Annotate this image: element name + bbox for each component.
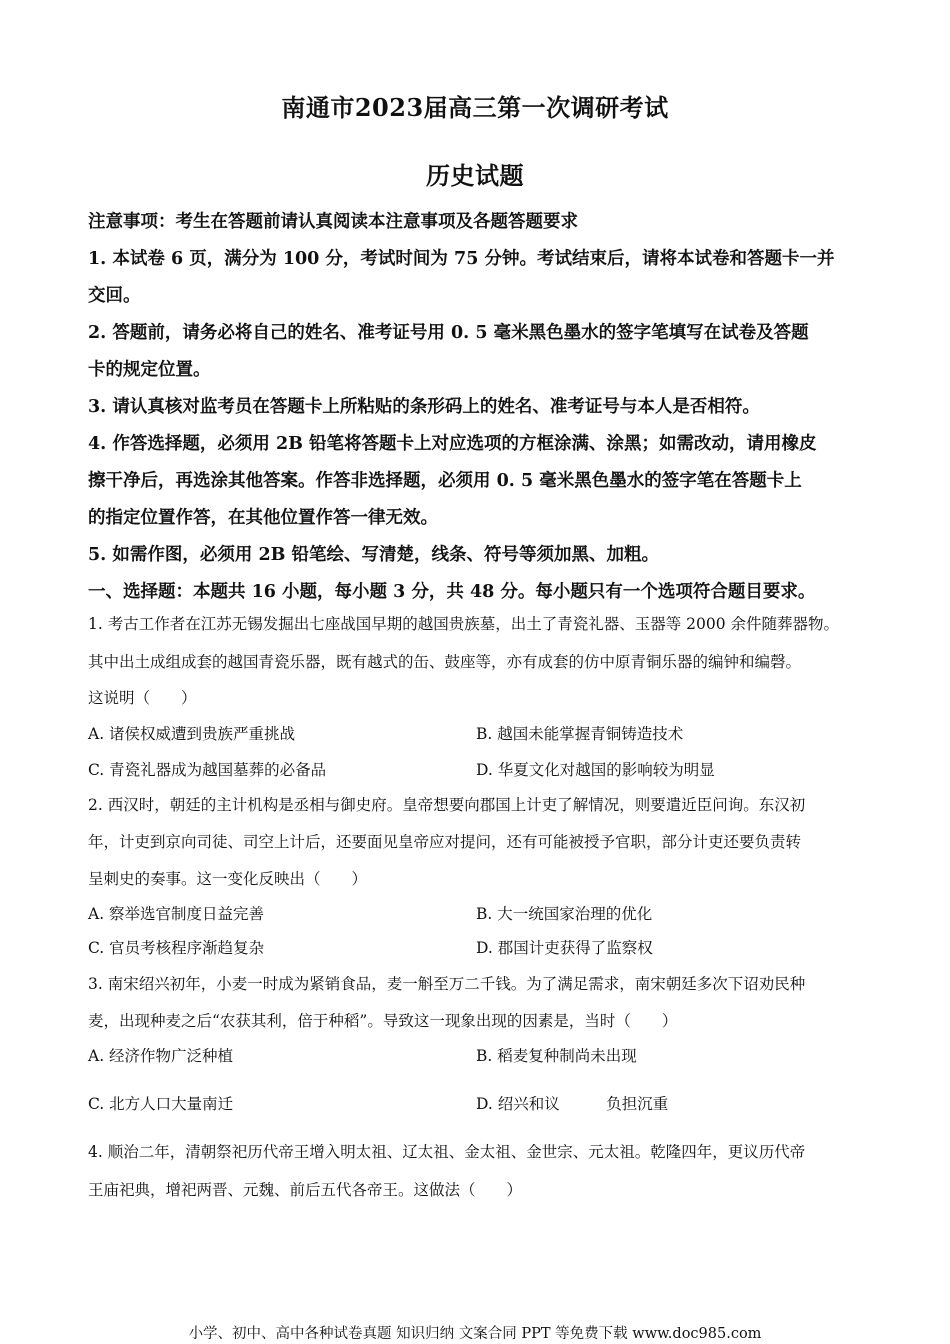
option-b: B. 稻麦复种制尚未出现 [476,1047,637,1065]
notice-line: 擦干净后，再选涂其他答案。作答非选择题，必须用 0. 5 毫米黑色墨水的签字笔在答题卡上 [88,471,802,491]
notice-line: 2. 答题前，请务必将自己的姓名、准考证号用 0. 5 毫米黑色墨水的签字笔填写在试卷及答题 [88,323,809,343]
notice-heading: 注意事项：考生在答题前请认真阅读本注意事项及各题答题要求 [88,212,578,232]
notice-line: 交回。 [88,286,141,306]
exam-title: 南通市2023届高三第一次调研考试 [281,93,669,122]
option-a: A. 经济作物广泛种植 [88,1047,234,1065]
question-text: 4. 顺治二年，清朝祭祀历代帝王增入明太祖、辽太祖、金太祖、金世宗、元太祖。乾隆四年，更议历代帝 [88,1143,806,1161]
option-d: D. 郡国计吏获得了监察权 [476,939,653,957]
footer-text: 小学、初中、高中各种试卷真题 知识归纳 文案合同 PPT 等免费下载 www.doc985.com [188,1326,762,1342]
notice-section [88,204,878,611]
option-a: A. 诸侯权威遭到贵族严重挑战 [88,725,296,743]
option-c: C. 北方人口大量南迁 [88,1095,234,1113]
notice-line: 5. 如需作图，必须用 2B 铅笔绘、写清楚，线条、符号等须加黑、加粗。 [88,545,660,565]
question-text: 其中出土成组成套的越国青瓷乐器，既有越式的缶、鼓座等，亦有成套的仿中原青铜乐器的编钟和编磬。 [88,653,802,671]
question-text: 3. 南宋绍兴初年，小麦一时成为紧销食品，麦一斛至万二千钱。为了满足需求，南宋朝廷多次下诏劝民种 [88,975,806,993]
question-text: 麦，出现种麦之后“农获其利，倍于种稻”。导致这一现象出现的因素是，当时（ ） [88,1012,678,1030]
notice-line: 4. 作答选择题，必须用 2B 铅笔将答题卡上对应选项的方框涂满、涂黑；如需改动，请用橡皮 [88,434,817,454]
option-b: B. 越国未能掌握青铜铸造技术 [476,725,684,743]
notice-line: 3. 请认真核对监考员在答题卡上所粘贴的条形码上的姓名、准考证号与本人是否相符。 [88,397,760,417]
section-heading: 一、选择题：本题共 16 小题，每小题 3 分，共 48 分。每小题只有一个选项符合题目要求。 [88,582,816,602]
question-text: 1. 考古工作者在江苏无锡发掘出七座战国早期的越国贵族墓，出土了青瓷礼器、玉器等 2000 余件随葬器物。 [88,615,840,633]
option-a: A. 察举选官制度日益完善 [88,905,265,923]
option-c: C. 青瓷礼器成为越国墓葬的必备品 [88,761,327,779]
notice-line: 1. 本试卷 6 页，满分为 100 分，考试时间为 75 分钟。考试结束后，请将本试卷和答题卡一并 [88,249,835,269]
question-text: 2. 西汉时，朝廷的主计机构是丞相与御史府。皇帝想要向郡国上计吏了解情况，则要遣近臣问询。东汉初 [88,796,806,814]
option-b: B. 大一统国家治理的优化 [476,905,653,923]
exam-subtitle: 历史试题 [426,161,524,190]
question-text: 呈刺史的奏事。这一变化反映出（ ） [88,870,368,888]
question-text: 这说明（ ） [88,689,197,707]
notice-line: 的指定位置作答，在其他位置作答一律无效。 [88,508,438,528]
notice-line: 卡的规定位置。 [88,360,211,380]
question-text: 年，计吏到京向司徒、司空上计后，还要面见皇帝应对提问，还有可能被授予官职，部分计吏还要负责转 [88,833,802,851]
option-c: C. 官员考核程序渐趋复杂 [88,939,265,957]
option-d: D. 绍兴和议 负担沉重 [476,1095,669,1113]
question-text: 王庙祀典，增祀两晋、元魏、前后五代各帝王。这做法（ ） [88,1181,523,1199]
option-d: D. 华夏文化对越国的影响较为明显 [476,761,715,779]
